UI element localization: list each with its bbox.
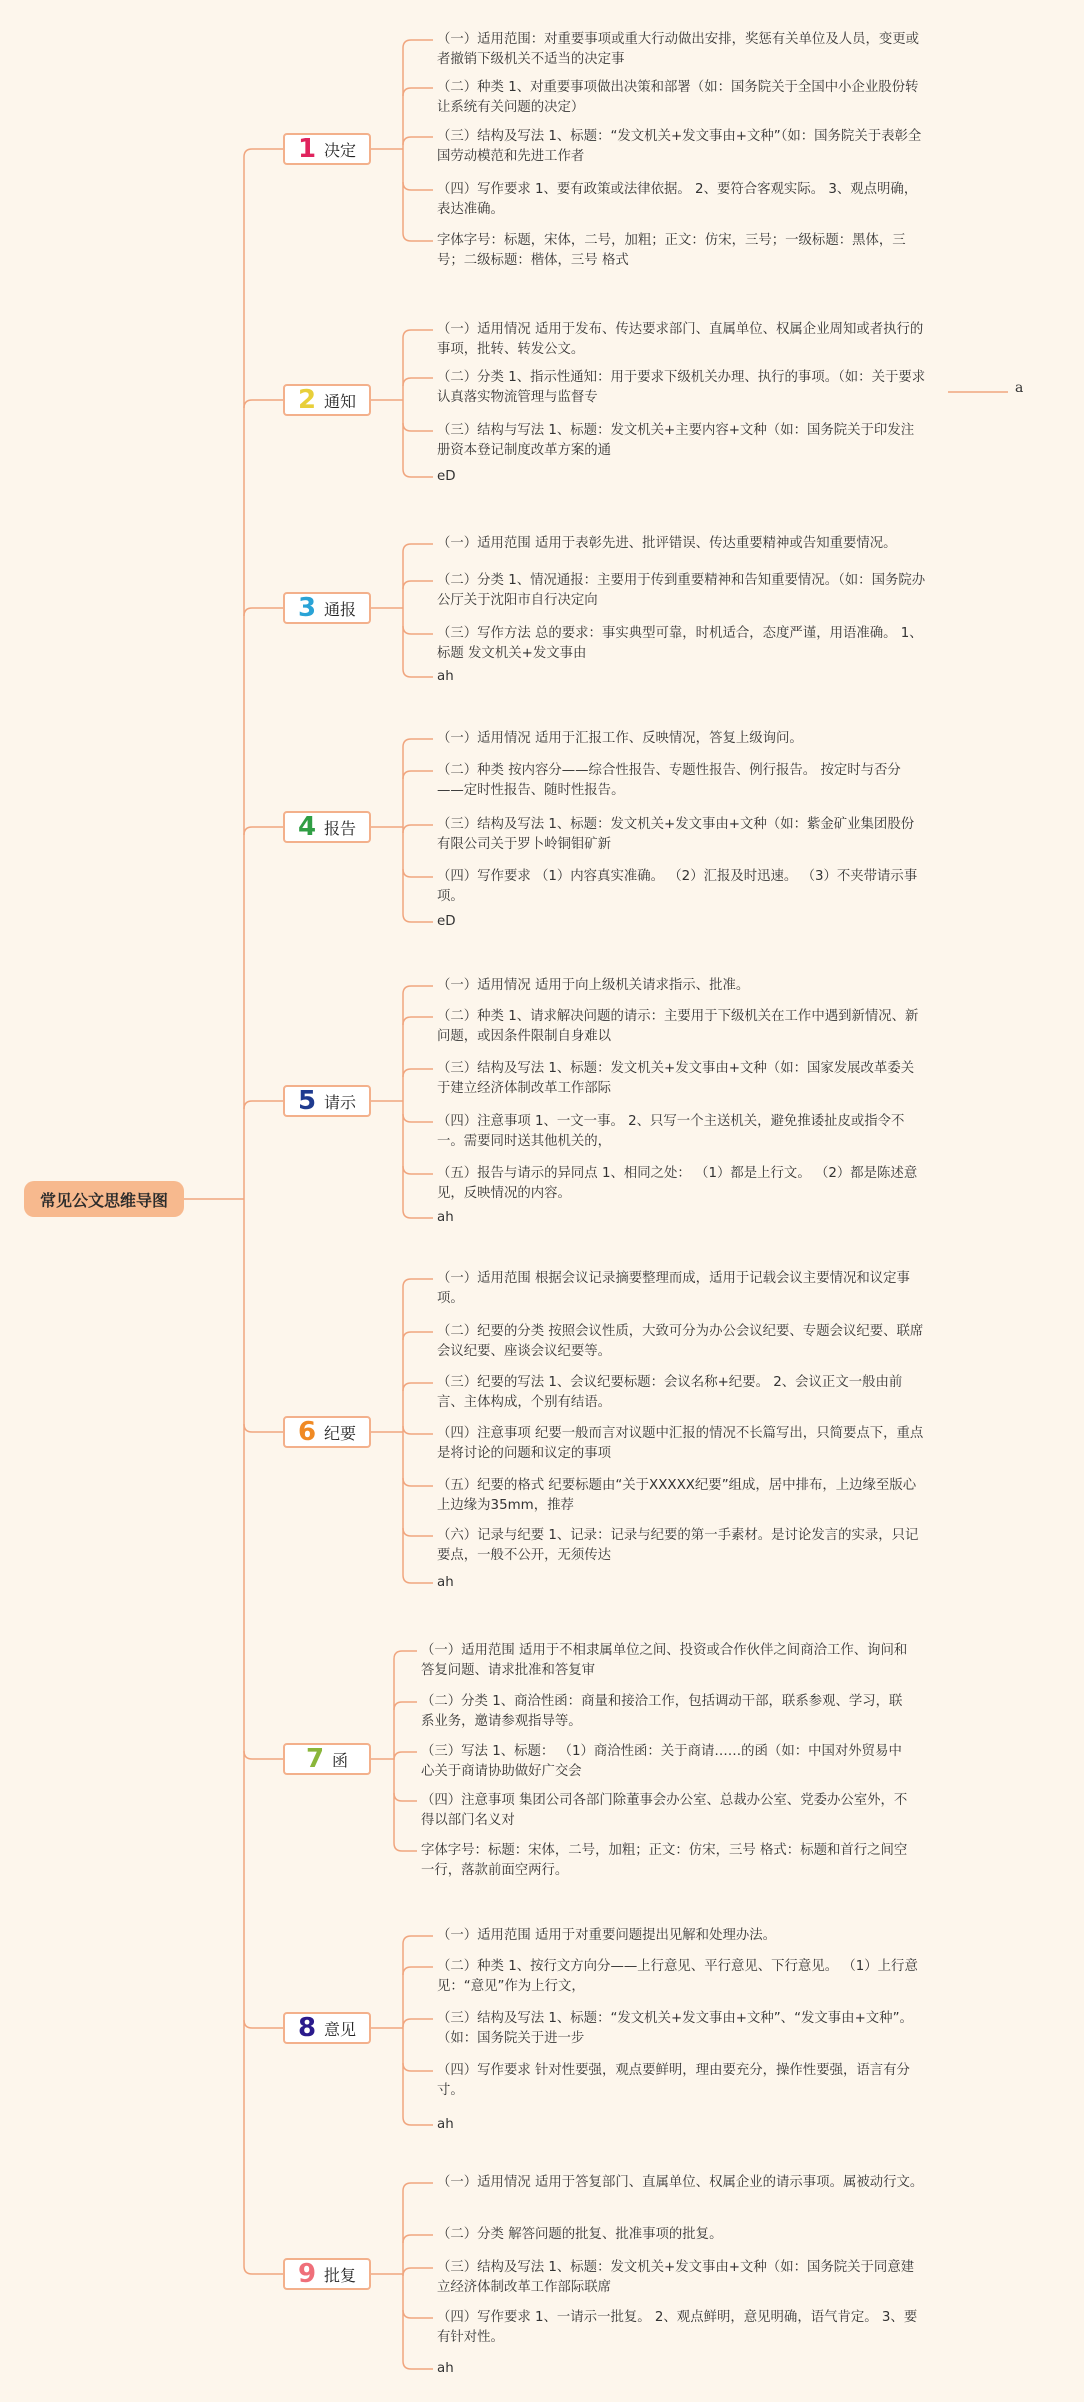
category-node-9[interactable] [283,2258,371,2290]
category-number: 1 [297,134,317,164]
leaf-connector [403,1426,433,1434]
leaf-node[interactable] [437,2061,927,2101]
leaf-text: eD [437,469,456,484]
leaf-node[interactable] [437,78,927,118]
category-node-4[interactable] [283,811,371,843]
category-node-1[interactable] [283,133,371,165]
leaf-text: （五）纪要的格式 纪要标题由“关于XXXXX纪要”组成，居中排布，上边缘至版心上边缘为35mm，推荐 [437,1478,917,1513]
leaf-connector [403,2063,433,2071]
root-node[interactable] [24,1181,184,1217]
leaf-connector [403,1210,433,1218]
category-connector [244,608,283,616]
category-label: 函 [332,1750,349,1770]
leaf-node[interactable] [437,2308,927,2348]
leaf-connector [403,378,433,386]
leaf-text: （一）适用情况 适用于汇报工作、反映情况，答复上级询问。 [437,731,803,746]
leaf-text: （四）写作要求 （1）内容真实准确。 （2）汇报及时迅速。 （3）不夹带请示事项。 [437,869,918,904]
leaf-node[interactable] [437,180,927,220]
leaf-node[interactable] [437,2258,927,2298]
leaf-text: （四）写作要求 1、要有政策或法律依据。 2、要符合客观实际。 3、观点明确，表达准确。 [437,182,918,217]
leaf-node[interactable] [437,976,927,996]
leaf-connector [403,669,433,677]
leaf-connector [403,581,433,589]
leaf-text: （二）种类 1、请求解决问题的请示：主要用于下级机关在工作中遇到新情况、新问题，或因条件限制自身难以 [437,1009,919,1044]
category-number: 9 [297,2259,317,2289]
leaf-text: （四）注意事项 纪要一般而言对议题中汇报的情况不长篇写出，只简要点下，重点是将讨论的问题和议定的事项 [437,1426,924,1461]
leaf-text: ah [437,2117,454,2132]
category-node-7[interactable] [283,1743,371,1775]
category-number: 7 [305,1744,325,1774]
leaf-node[interactable] [437,30,927,70]
category-number: 6 [297,1417,317,1447]
leaf-text: ah [437,669,454,684]
leaf-node[interactable] [437,467,927,487]
leaf-node[interactable] [421,1641,911,1681]
leaf-node[interactable] [437,571,927,611]
leaf-connector [403,2117,433,2125]
leaf-node[interactable] [437,534,927,554]
leaf-text: （一）适用情况 适用于向上级机关请求指示、批准。 [437,978,750,993]
leaf-text: （三）纪要的写法 1、会议纪要标题：会议名称+纪要。 2、会议正文一般由前言、主体构成，个别有结语。 [437,1375,903,1410]
leaf-text: （五）报告与请示的异同点 1、相同之处： （1）都是上行文。 （2）都是陈述意见，反映情况的内容。 [437,1166,918,1201]
category-label: 请示 [324,1092,357,1112]
leaf-connector [394,1651,417,1659]
category-connector [244,827,283,835]
leaf-text: （四）写作要求 1、一请示一批复。 2、观点鲜明，意见明确，语气肯定。 3、要有针对性。 [437,2310,918,2345]
leaf-text: （六）记录与纪要 1、记录：记录与纪要的第一手素材。是讨论发言的实录，只记要点，一般不公开，无须传达 [437,1528,919,1563]
leaf-text: （二）种类 1、按行文方向分——上行意见、平行意见、下行意见。 （1）上行意见：“意见”作为上行文， [437,1959,918,1994]
category-node-8[interactable] [283,2012,371,2044]
category-connector [244,1424,283,1432]
category-label: 意见 [324,2019,357,2039]
leaf-node[interactable] [437,1476,927,1516]
leaf-node[interactable] [437,867,927,907]
leaf-connector [403,137,433,145]
leaf-connector [403,1069,433,1077]
leaf-text: （二）种类 按内容分——综合性报告、专题性报告、例行报告。 按定时与否分——定时性报告、随时性报告。 [437,763,901,798]
category-number: 3 [297,593,317,623]
leaf-connector [403,1936,433,1944]
category-label: 报告 [324,818,357,838]
leaf-connector [394,1793,417,1801]
leaf-text: （一）适用范围 适用于表彰先进、批评错误、传达重要精神或告知重要情况。 [437,536,897,551]
category-number: 8 [297,2013,317,2043]
leaf-connector [403,2235,433,2243]
category-label: 纪要 [324,1423,357,1443]
category-node-6[interactable] [283,1416,371,1448]
leaf-connector [403,1114,433,1122]
category-node-3[interactable] [283,592,371,624]
leaf-connector [403,1528,433,1536]
leaf-text: （一）适用范围 适用于不相隶属单位之间、投资或合作伙伴之间商洽工作、询问和答复问题、请求批准和答复审 [421,1643,908,1678]
leaf-node[interactable] [437,1926,927,1946]
leaf-node[interactable] [437,2009,927,2049]
leaf-connector [403,469,433,477]
leaf-text: （三）结构及写法 1、标题：发文机关+发文事由+文种（如：国家发展改革委关于建立经济体制改革工作部际 [437,1061,915,1096]
leaf-connector [394,1752,417,1760]
leaf-text: ah [437,2361,454,2376]
leaf-node[interactable] [437,421,927,461]
leaf-connector [403,986,433,994]
leaf-node[interactable] [437,1164,927,1204]
category-connector [244,1751,283,1759]
leaf-node[interactable] [437,729,927,749]
leaf-node[interactable] [437,1208,927,1228]
leaf-connector [394,1843,417,1851]
leaf-node[interactable] [437,912,927,932]
category-number: 5 [297,1086,317,1116]
leaf-text: （二）分类 1、指示性通知：用于要求下级机关办理、执行的事项。（如：关于要求认真落实物流管理与监督专 [437,370,926,405]
leaf-connector [403,2310,433,2318]
leaf-connector [403,2019,433,2027]
leaf-connector [403,423,433,431]
leaf-node[interactable] [437,624,927,664]
leaf-text: （三）写作方法 总的要求：事实典型可靠，时机适合，态度严谨，用语准确。 1、标题 发文机关+发文事由 [437,626,923,661]
leaf-connector [403,2183,433,2191]
category-label: 批复 [324,2265,357,2285]
leaf-text: （二）分类 1、商洽性函：商量和接洽工作，包括调动干部，联系参观、学习，联系业务，邀请参观指导等。 [421,1694,903,1729]
category-connector [244,400,283,408]
leaf-text: ah [437,1575,454,1590]
leaf-node[interactable] [437,127,927,167]
leaf-node[interactable] [437,815,927,855]
leaf-node[interactable] [437,667,927,687]
leaf-node[interactable] [421,1692,911,1732]
leaf-connector [403,1279,433,1287]
leaf-connector [403,771,433,779]
leaf-node[interactable] [437,1424,927,1464]
leaf-text: （一）适用情况 适用于答复部门、直属单位、权属企业的请示事项。属被动行文。 [437,2175,924,2190]
leaf-node[interactable] [421,1841,911,1881]
leaf-connector [403,182,433,190]
category-label: 决定 [324,140,357,160]
leaf-text: ah [437,1210,454,1225]
leaf-connector [403,330,433,338]
leaf-connector [403,626,433,634]
leaf-text: （二）纪要的分类 按照会议性质，大致可分为办公会议纪要、专题会议纪要、联席会议纪要、座谈会议纪要等。 [437,1324,924,1359]
leaf-node[interactable] [437,1059,927,1099]
leaf-text: 字体字号：标题：宋体，二号，加粗；正文：仿宋，三号 格式：标题和首行之间空一行，落款前面空两行。 [421,1843,908,1878]
leaf-text: （三）结构及写法 1、标题：发文机关+发文事由+文种（如：国务院关于同意建立经济体制改革工作部际联席 [437,2260,915,2295]
category-connector [244,1101,283,1109]
leaf-text: （三）结构与写法 1、标题：发文机关+主要内容+文种（如：国务院关于印发注册资本登记制度改革方案的通 [437,423,915,458]
leaf-connector [403,1967,433,1975]
extra-note: a [1015,380,1024,396]
leaf-connector [403,1332,433,1340]
category-number: 4 [297,812,317,842]
leaf-node[interactable] [437,2173,927,2193]
leaf-connector [403,825,433,833]
category-node-5[interactable] [283,1085,371,1117]
leaf-connector [403,1575,433,1583]
leaf-text: 字体字号：标题，宋体，二号，加粗；正文：仿宋，三号；一级标题：黑体，三号；二级标题：楷体，三号 格式 [437,233,906,268]
leaf-text: （一）适用范围 适用于对重要问题提出见解和处理办法。 [437,1928,777,1943]
leaf-connector [403,1166,433,1174]
category-number: 2 [297,385,317,415]
leaf-text: （一）适用范围：对重要事项或重大行动做出安排，奖惩有关单位及人员，变更或者撤销下级机关不适当的决定事 [437,32,920,67]
category-connector [244,2266,283,2274]
leaf-node[interactable] [437,1957,927,1997]
leaf-text: （三）结构及写法 1、标题：发文机关+发文事由+文种（如：紫金矿业集团股份有限公司关于罗卜岭铜钼矿新 [437,817,915,852]
leaf-text: （二）分类 1、情况通报：主要用于传到重要精神和告知重要情况。（如：国务院办公厅关于沈阳市自行决定向 [437,573,926,608]
leaf-text: （三）结构及写法 1、标题：“发文机关+发文事由+文种”（如：国务院关于表彰全国劳动模范和先进工作者 [437,129,922,164]
leaf-node[interactable] [437,1007,927,1047]
leaf-node[interactable] [437,761,927,801]
leaf-text: （三）结构及写法 1、标题：“发文机关+发文事由+文种”、“发文事由+文种”。（如：国务院关于进一步 [437,2011,913,2046]
leaf-text: （二）分类 解答问题的批复、批准事项的批复。 [437,2227,723,2242]
leaf-connector [403,88,433,96]
leaf-connector [403,1478,433,1486]
leaf-node[interactable] [437,231,927,271]
leaf-text: （二）种类 1、对重要事项做出决策和部署（如：国务院关于全国中小企业股份转让系统有关问题的决定） [437,80,919,115]
leaf-node[interactable] [437,1269,927,1309]
leaf-connector [403,914,433,922]
leaf-node[interactable] [437,2225,927,2245]
leaf-text: （四）注意事项 集团公司各部门除董事会办公室、总裁办公室、党委办公室外，不得以部门名义对 [421,1793,908,1828]
leaf-connector [394,1702,417,1710]
leaf-node[interactable] [437,2359,927,2379]
category-connector [244,2020,283,2028]
leaf-node[interactable] [437,1526,927,1566]
leaf-text: eD [437,914,456,929]
category-connector [244,149,283,157]
leaf-node[interactable] [421,1742,911,1782]
leaf-connector [403,233,433,241]
root-label: 常见公文思维导图 [39,1190,168,1210]
leaf-connector [403,2268,433,2276]
leaf-text: （四）写作要求 针对性要强，观点要鲜明，理由要充分，操作性要强，语言有分寸。 [437,2063,910,2098]
leaf-node[interactable] [437,368,927,408]
leaf-connector [403,1017,433,1025]
leaf-text: （四）注意事项 1、一文一事。 2、只写一个主送机关，避免推诿扯皮或指令不一。需要同时送其他机关的， [437,1114,905,1149]
leaf-connector [403,544,433,552]
leaf-connector [403,869,433,877]
leaf-text: （一）适用情况 适用于发布、传达要求部门、直属单位、权属企业周知或者执行的事项，批转、转发公文。 [437,322,924,357]
leaf-text: （一）适用范围 根据会议记录摘要整理而成，适用于记载会议主要情况和议定事项。 [437,1271,910,1306]
leaf-connector [403,1383,433,1391]
leaf-node[interactable] [437,320,927,360]
leaf-node[interactable] [421,1791,911,1831]
category-label: 通报 [324,599,357,619]
leaf-connector [403,739,433,747]
category-node-2[interactable] [283,384,371,416]
leaf-node[interactable] [437,1573,927,1593]
leaf-node[interactable] [437,2115,927,2135]
category-label: 通知 [324,391,357,411]
leaf-node[interactable] [437,1322,927,1362]
leaf-node[interactable] [437,1112,927,1152]
leaf-text: （三）写法 1、标题： （1）商洽性函：关于商请……的函（如：中国对外贸易中心关于商请协助做好广交会 [421,1744,902,1779]
leaf-connector [403,2361,433,2369]
leaf-node[interactable] [437,1373,927,1413]
leaf-connector [403,40,433,48]
